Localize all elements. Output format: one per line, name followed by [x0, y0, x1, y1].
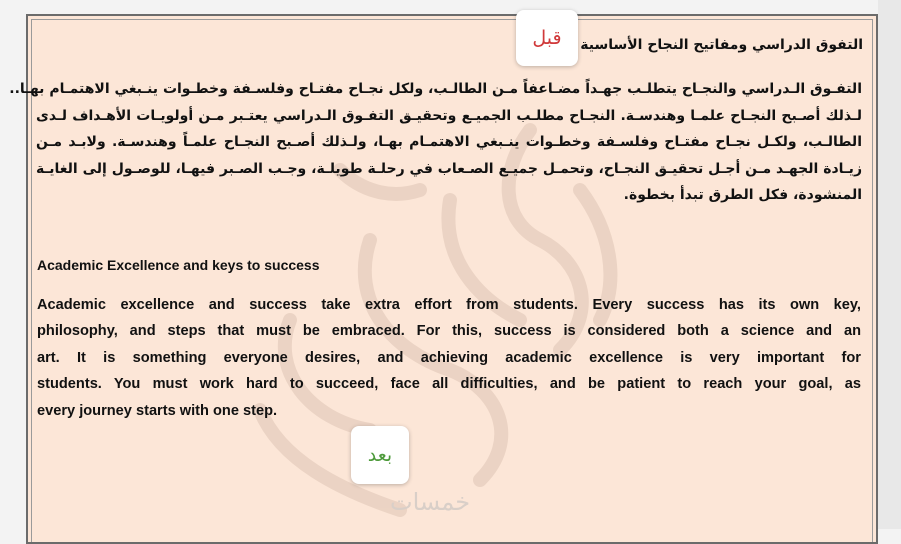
- english-line: students. You must work hard to succeed, face all difficulties, and be patient to reach your goal, as: [37, 376, 861, 393]
- arabic-line: المنشودة، فكل الطرق تبدأ بخطوة.: [623, 187, 862, 203]
- arabic-line: التفـوق الـدراسي والنجـاح يتطلـب جهـداً مضـاعفاً مـن الطالـب، ولكل نجـاح مفتـاح وفلسـفة وخطـوات ينـبغي الاهتمـام بهـا..: [9, 81, 862, 97]
- english-line: philosophy, and steps that must be embraced. For this, success is considered both a science and an: [37, 323, 861, 340]
- after-badge: بعد: [351, 426, 409, 484]
- arabic-line: زيـادة الجهـد مـن أجـل تحقيـق النجـاح، وتحمـل جميـع الصـعاب في رحلـة طويلـة، وجـب الصـبر فيهـا، للوصـول إلى الغايـة: [35, 160, 862, 177]
- english-paragraph: [37, 292, 861, 424]
- english-line: Academic excellence and success take extra effort from students. Every success has its own key,: [37, 297, 861, 313]
- arabic-line: لـذلك أصـبح النجـاح علمـا وهندسـة. النجـاح مطلـب الجميـع وتحقيـق التفـوق الـدراسي يعتـبر مـن أولويـات الأهـداف لـدى: [36, 107, 862, 124]
- window-edge: [878, 0, 901, 529]
- english-line: art. It is something everyone desires, and achieving academic excellence is very important for: [37, 349, 861, 366]
- watermark-site-name: خمسات: [390, 488, 471, 516]
- before-badge: قبل: [516, 10, 578, 66]
- english-title: Academic Excellence and keys to success: [37, 257, 320, 273]
- arabic-paragraph: [9, 76, 862, 209]
- english-line: every journey starts with one step.: [37, 402, 278, 419]
- arabic-title: التفوق الدراسي ومفاتيح النجاح الأساسية: [580, 37, 863, 53]
- arabic-line: الطالـب، ولكـل نجـاح مفتـاح وفلسـفة وخطـوات ينـبغي الاهتمـام بهـا، ولـذلك أصـبح النجـاح علمـاً وهندسـة. ولابـد مـن: [36, 134, 862, 150]
